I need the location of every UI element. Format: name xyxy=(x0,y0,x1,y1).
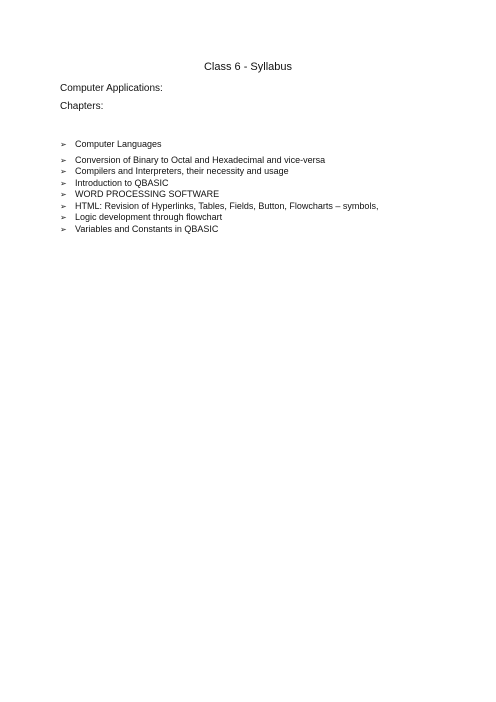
chapters-label: Chapters: xyxy=(60,101,104,112)
list-item xyxy=(60,139,378,151)
list-item xyxy=(60,166,378,178)
chapter-text: WORD PROCESSING SOFTWARE xyxy=(75,189,220,199)
arrow-bullet-icon: ➢ xyxy=(60,201,67,211)
arrow-bullet-icon: ➢ xyxy=(60,155,67,165)
chapter-text: Compilers and Interpreters, their necessity and usage xyxy=(75,166,289,176)
chapter-text: HTML: Revision of Hyperlinks, Tables, Fields, Button, Flowcharts – symbols, xyxy=(75,200,379,211)
list-item xyxy=(60,201,378,213)
arrow-bullet-icon: ➢ xyxy=(60,178,67,188)
subject-heading: Computer Applications: xyxy=(60,83,163,94)
chapter-list xyxy=(60,139,378,235)
arrow-bullet-icon: ➢ xyxy=(60,213,67,222)
arrow-bullet-icon: ➢ xyxy=(60,140,67,149)
list-item xyxy=(60,155,378,167)
list-item xyxy=(60,178,378,190)
arrow-bullet-icon: ➢ xyxy=(60,167,67,176)
list-item xyxy=(60,212,378,224)
list-item xyxy=(60,189,378,201)
chapter-text: Computer Languages xyxy=(75,139,162,149)
list-item xyxy=(60,224,378,236)
arrow-bullet-icon: ➢ xyxy=(60,190,67,199)
chapter-text: Introduction to QBASIC xyxy=(75,177,169,188)
chapter-text: Logic development through flowchart xyxy=(75,212,223,222)
arrow-bullet-icon: ➢ xyxy=(60,224,67,234)
chapter-text: Conversion of Binary to Octal and Hexadecimal and vice-versa xyxy=(75,154,326,165)
chapter-text: Variables and Constants in QBASIC xyxy=(75,223,219,234)
page-title: Class 6 - Syllabus xyxy=(203,61,293,73)
